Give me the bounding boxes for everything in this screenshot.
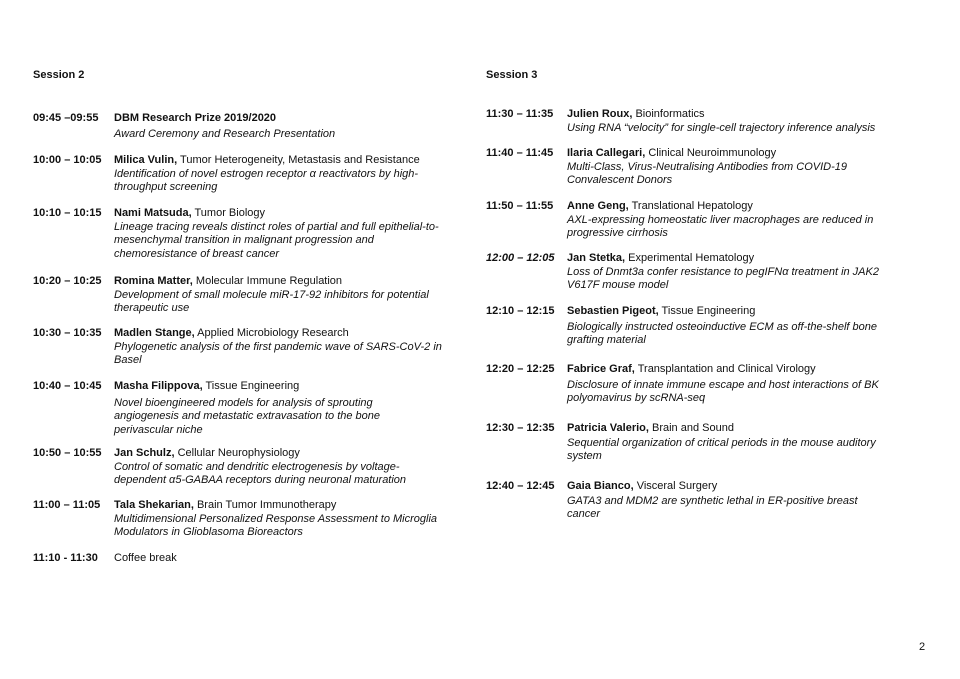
entry-heading	[114, 112, 474, 126]
speaker-name: Julien Roux,	[567, 108, 633, 120]
entry-heading	[114, 499, 459, 513]
speaker-name: Romina Matter,	[114, 275, 193, 287]
entry-body	[567, 422, 897, 464]
time-slot: 11:00 – 11:05	[33, 499, 101, 511]
time-slot: 12:40 – 12:45	[486, 480, 555, 492]
break-label: Coffee break	[114, 552, 177, 564]
speaker-name: Milica Vulin,	[114, 154, 178, 166]
speaker-name: Tala Shekarian,	[114, 499, 194, 511]
entry-body	[114, 552, 474, 566]
speaker-name: DBM Research Prize 2019/2020	[114, 112, 277, 124]
affiliation: Tumor Biology	[191, 207, 266, 219]
entry-heading	[114, 154, 444, 168]
talk-title: Novel bioengineered models for analysis of sprouting angiogenesis and metastatic extravasation to the bone perivascular niche	[114, 396, 381, 436]
talk-title: Lineage tracing reveals distinct roles of partial and full epithelial-to-mesenchymal transition in malignant progression and chemoresistance of breast cancer	[114, 220, 439, 260]
talk-title: Sequential organization of critical periods in the mouse auditory system	[567, 436, 876, 462]
time-slot: 12:00 – 12:05	[486, 252, 555, 264]
entry-body	[114, 112, 474, 141]
speaker-name: Madlen Stange,	[114, 327, 195, 339]
entry-body	[114, 327, 454, 368]
affiliation: Transplantation and Clinical Virology	[634, 363, 816, 375]
speaker-name: Jan Schulz,	[114, 447, 175, 459]
time-slot: 12:20 – 12:25	[486, 363, 555, 375]
time-slot: 12:30 – 12:35	[486, 422, 555, 434]
entry-body	[567, 147, 897, 188]
entry-body	[114, 447, 436, 488]
time-slot: 10:40 – 10:45	[33, 380, 102, 392]
entry-heading	[567, 422, 897, 436]
entry-heading	[114, 327, 454, 341]
entry-heading	[567, 147, 897, 161]
speaker-name: Sebastien Pigeot,	[567, 305, 659, 317]
entry-body	[114, 207, 444, 261]
talk-title: Control of somatic and dendritic electrogenesis by voltage-dependent α5-GABAA receptors during neuronal maturation	[114, 460, 407, 486]
talk-title: Biologically instructed osteoinductive ECM as off-the-shelf bone grafting material	[567, 320, 877, 346]
entry-heading	[567, 200, 897, 214]
entry-heading	[567, 480, 887, 494]
speaker-name: Masha Filippova,	[114, 380, 203, 392]
entry-body	[567, 200, 897, 241]
time-slot: 10:20 – 10:25	[33, 275, 102, 287]
entry-heading	[567, 305, 897, 319]
entry-heading	[114, 275, 454, 289]
affiliation: Experimental Hematology	[625, 252, 755, 264]
time-slot: 11:30 – 11:35	[486, 108, 554, 120]
affiliation: Tumor Heterogeneity, Metastasis and Resistance	[177, 154, 420, 166]
speaker-name: Patricia Valerio,	[567, 422, 649, 434]
affiliation: Visceral Surgery	[633, 480, 718, 492]
talk-title: GATA3 and MDM2 are synthetic lethal in ER-positive breast cancer	[567, 494, 858, 520]
time-slot: 10:50 – 10:55	[33, 447, 102, 459]
time-slot: 11:40 – 11:45	[486, 147, 554, 159]
entry-body	[114, 499, 459, 540]
time-slot: 10:30 – 10:35	[33, 327, 102, 339]
entry-heading	[114, 207, 444, 221]
time-slot: 09:45 –09:55	[33, 112, 99, 124]
speaker-name: Gaia Bianco,	[567, 480, 634, 492]
talk-title: Identification of novel estrogen receptor α reactivators by high-throughput screening	[114, 167, 419, 193]
time-slot: 12:10 – 12:15	[486, 305, 555, 317]
time-slot: 10:00 – 10:05	[33, 154, 102, 166]
speaker-name: Ilaria Callegari,	[567, 147, 646, 159]
time-slot: 10:10 – 10:15	[33, 207, 102, 219]
affiliation: Tissue Engineering	[658, 305, 756, 317]
affiliation: Tissue Engineering	[202, 380, 300, 392]
time-slot: 11:50 – 11:55	[486, 200, 554, 212]
affiliation: Brain Tumor Immunotherapy	[193, 499, 337, 511]
talk-title: Disclosure of innate immune escape and host interactions of BK polyomavirus by scRNA-seq	[567, 378, 879, 404]
talk-title: Phylogenetic analysis of the first pandemic wave of SARS-CoV-2 in Basel	[114, 340, 442, 366]
talk-title: Award Ceremony and Research Presentation	[114, 127, 336, 140]
entry-body	[567, 363, 907, 406]
entry-heading	[567, 108, 917, 122]
speaker-name: Anne Geng,	[567, 200, 629, 212]
entry-heading	[567, 252, 912, 266]
entry-heading	[114, 380, 414, 394]
entry-body	[567, 305, 897, 348]
entry-heading	[567, 363, 907, 377]
affiliation: Translational Hepatology	[628, 200, 753, 212]
affiliation: Clinical Neuroimmunology	[645, 147, 777, 159]
speaker-name: Nami Matsuda,	[114, 207, 192, 219]
session-3-title: Session 3	[486, 69, 538, 81]
speaker-name: Jan Stetka,	[567, 252, 626, 264]
time-slot: 11:10 - 11:30	[33, 552, 98, 564]
entry-body	[114, 154, 444, 195]
entry-body	[567, 480, 887, 522]
talk-title: Using RNA “velocity” for single-cell trajectory inference analysis	[567, 121, 876, 134]
affiliation: Bioinformatics	[632, 108, 705, 120]
affiliation: Brain and Sound	[648, 422, 734, 434]
affiliation: Applied Microbiology Research	[194, 327, 349, 339]
affiliation: Molecular Immune Regulation	[192, 275, 343, 287]
entry-body	[114, 380, 414, 437]
affiliation: Cellular Neurophysiology	[174, 447, 300, 459]
talk-title: Multidimensional Personalized Response Assessment to Microglia Modulators in Glioblasoma Bioreactors	[114, 512, 438, 538]
entry-body	[567, 252, 912, 293]
entry-heading	[114, 552, 474, 566]
session-2-title: Session 2	[33, 69, 85, 81]
talk-title: Loss of Dnmt3a confer resistance to pegIFNα treatment in JAK2 V617F mouse model	[567, 265, 879, 291]
entry-body	[114, 275, 454, 316]
talk-title: Development of small molecule miR-17-92 inhibitors for potential therapeutic use	[114, 288, 429, 314]
talk-title: Multi-Class, Virus-Neutralising Antibodies from COVID-19 Convalescent Donors	[567, 160, 847, 186]
page-number: 2	[919, 641, 926, 653]
speaker-name: Fabrice Graf,	[567, 363, 635, 375]
entry-body	[567, 108, 917, 135]
talk-title: AXL-expressing homeostatic liver macrophages are reduced in progressive cirrhosis	[567, 213, 874, 239]
entry-heading	[114, 447, 436, 461]
